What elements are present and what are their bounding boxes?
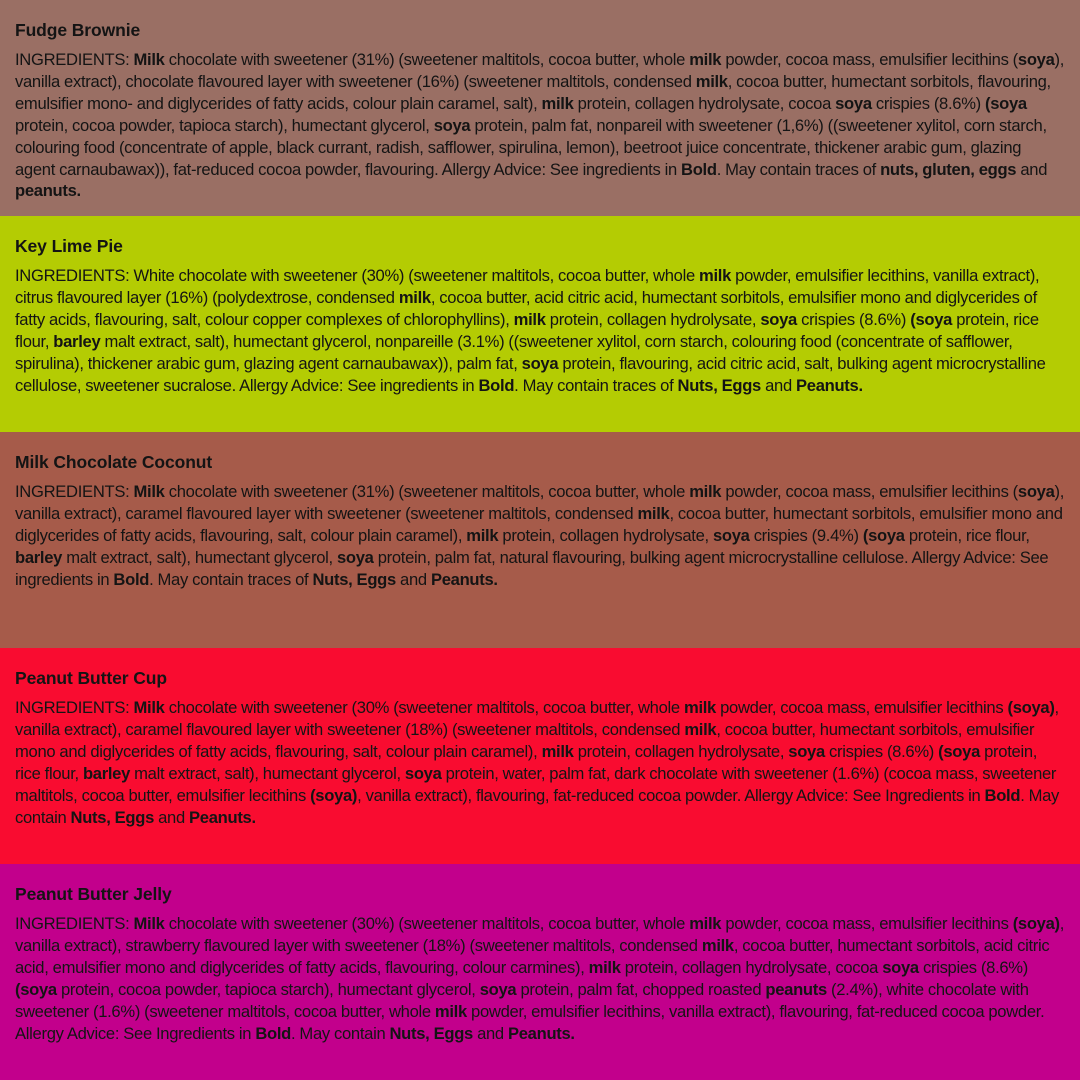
section-key-lime-pie <box>0 216 1080 432</box>
ingredients-text-key-lime-pie: INGREDIENTS: White chocolate with sweetener (30%) (sweetener maltitols, cocoa butter, whole milk powder, emulsifier lecithins, vanilla extract), citrus flavoured layer (16%) (polydextrose, condensed milk, cocoa butter, acid citric acid, humectant sorbitols, emulsifier mono and diglycerides of fatty acids, flavouring, salt, colour copper complexes of chlorophyllins), milk protein, collagen hydrolysate, soya crispies (8.6%) (soya protein, rice flour, barley malt extract, salt), humectant glycerol, nonpareille (3.1%) ((sweetener xylitol, corn starch, colouring food (concentrate of safflower, spirulina), thickener arabic gum, glazing agent carnaubawax)), palm fat, soya protein, flavouring, acid citric acid, salt, bulking agent microcrystalline cellulose, sweetener sucralose. Allergy Advice: See ingredients in Bold. May contain traces of Nuts, Eggs and Peanuts. <box>15 266 1046 395</box>
ingredients-text-peanut-butter-cup: INGREDIENTS: Milk chocolate with sweetener (30% (sweetener maltitols, cocoa butter, whole milk powder, cocoa mass, emulsifier lecithins (soya), vanilla extract), caramel flavoured layer with sweetener (18%) (sweetener maltitols, condensed milk, cocoa butter, humectant sorbitols, emulsifier mono and diglycerides of fatty acids, flavouring, salt, colour plain caramel), milk protein, collagen hydrolysate, soya crispies (8.6%) (soya protein, rice flour, barley malt extract, salt), humectant glycerol, soya protein, water, palm fat, dark chocolate with sweetener (1.6%) (cocoa mass, sweetener maltitols, cocoa butter, emulsifier lecithins (soya), vanilla extract), flavouring, fat-reduced cocoa powder. Allergy Advice: See Ingredients in Bold. May contain Nuts, Eggs and Peanuts. <box>15 698 1060 827</box>
product-title-milk-chocolate-coconut: Milk Chocolate Coconut <box>15 452 213 472</box>
product-title-peanut-butter-cup: Peanut Butter Cup <box>15 668 167 688</box>
ingredients-text-peanut-butter-jelly: INGREDIENTS: Milk chocolate with sweetener (30%) (sweetener maltitols, cocoa butter, whole milk powder, cocoa mass, emulsifier lecithins (soya), vanilla extract), strawberry flavoured layer with sweetener (18%) (sweetener maltitols, condensed milk, cocoa butter, humectant sorbitols, acid citric acid, emulsifier mono and diglycerides of fatty acids, flavouring, colour carmines), milk protein, collagen hydrolysate, cocoa soya crispies (8.6%) (soya protein, cocoa powder, tapioca starch), humectant glycerol, soya protein, palm fat, chopped roasted peanuts (2.4%), white chocolate with sweetener (1.6%) (sweetener maltitols, cocoa butter, whole milk powder, emulsifier lecithins, vanilla extract), flavouring, fat-reduced cocoa powder. Allergy Advice: See Ingredients in Bold. May contain Nuts, Eggs and Peanuts. <box>15 914 1065 1043</box>
section-fudge-brownie <box>0 0 1080 216</box>
section-peanut-butter-cup <box>0 648 1080 864</box>
section-peanut-butter-jelly <box>0 864 1080 1080</box>
ingredients-text-milk-chocolate-coconut: INGREDIENTS: Milk chocolate with sweetener (31%) (sweetener maltitols, cocoa butter, whole milk powder, cocoa mass, emulsifier lecithins (soya), vanilla extract), caramel flavoured layer with sweetener (sweetener maltitols, condensed milk, cocoa butter, humectant sorbitols, emulsifier mono and diglycerides of fatty acids, flavouring, salt, colour plain caramel), milk protein, collagen hydrolysate, soya crispies (9.4%) (soya protein, rice flour, barley malt extract, salt), humectant glycerol, soya protein, palm fat, natural flavouring, bulking agent microcrystalline cellulose. Allergy Advice: See ingredients in Bold. May contain traces of Nuts, Eggs and Peanuts. <box>15 482 1065 589</box>
ingredients-text-fudge-brownie: INGREDIENTS: Milk chocolate with sweetener (31%) (sweetener maltitols, cocoa butter, whole milk powder, cocoa mass, emulsifier lecithins (soya), vanilla extract), chocolate flavoured layer with sweetener (16%) (sweetener maltitols, condensed milk, cocoa butter, humectant sorbitols, flavouring, emulsifier mono- and diglycerides of fatty acids, colour plain caramel, salt), milk protein, collagen hydrolysate, cocoa soya crispies (8.6%) (soya protein, cocoa powder, tapioca starch), humectant glycerol, soya protein, palm fat, nonpareil with sweetener (1,6%) ((sweetener xylitol, corn starch, colouring food (concentrate of apple, black currant, radish, safflower, spirulina, lemon), beetroot juice concentrate, thickener arabic gum, glazing agent carnaubawax)), fat-reduced cocoa powder, flavouring. Allergy Advice: See ingredients in Bold. May contain traces of nuts, gluten, eggs and peanuts. <box>15 50 1065 201</box>
product-title-peanut-butter-jelly: Peanut Butter Jelly <box>15 884 172 904</box>
section-milk-chocolate-coconut <box>0 432 1080 648</box>
product-title-key-lime-pie: Key Lime Pie <box>15 236 123 256</box>
product-title-fudge-brownie: Fudge Brownie <box>15 20 141 40</box>
